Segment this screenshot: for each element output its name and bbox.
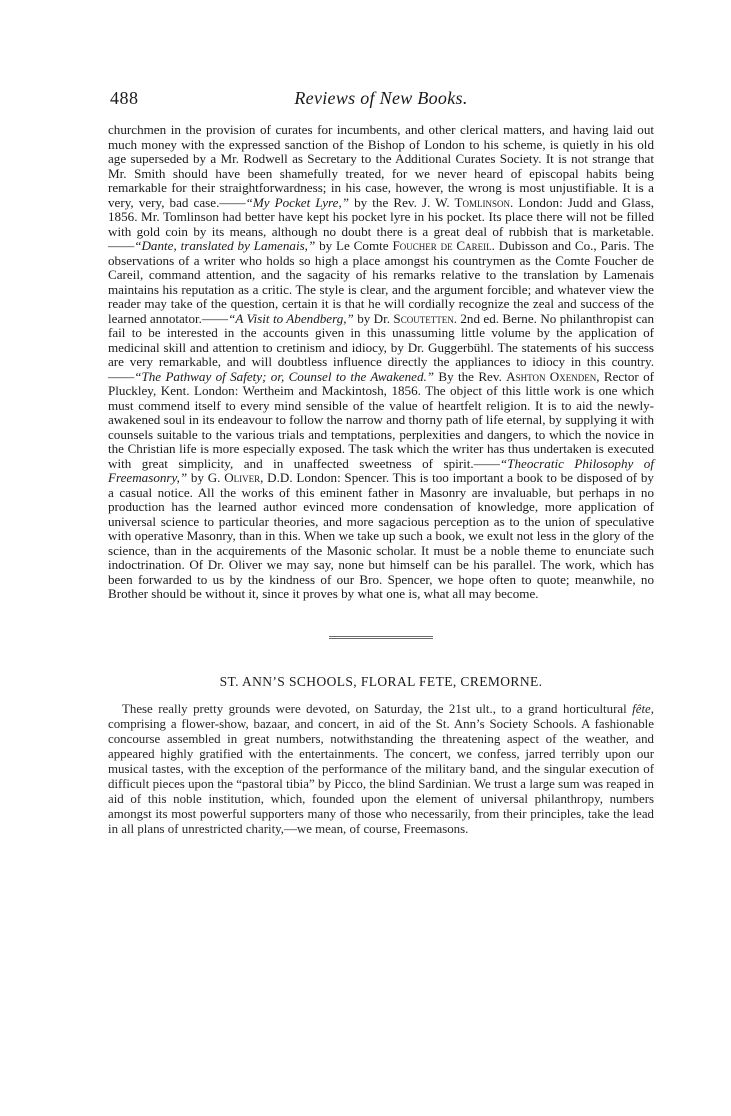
book-title: “A Visit to Abendberg,” [228, 310, 354, 326]
book-title: “My Pocket Lyre,” [245, 194, 350, 210]
review-text: . Dubisson and Co., Paris. The observations of a writer who holds so high a place amongst his countrymen as the Comte Foucher de Careil, command attention, and the sagacity of his remarks relative to the translation by Lamenais maintains his reputation as a critic. The style is clear, and the argument forcible; and whatever view the reader may take of the question, certain it is that he will cordially recognize the zeal and success of the learned annotator.—— [108, 238, 654, 326]
review-text: by G. [187, 470, 225, 485]
review-text: . 2nd ed. Berne. No philanthropist can fail to be interested in the accounts given in this unassuming little volume by the application of medicinal skill and attention to cretinism and idiocy, by Dr. Guggerbühl. The statements of his success are very remarkable, and will doubtless influence directly the appliances to idiocy in this country.—— [108, 310, 654, 384]
review-text: By the Rev. [434, 368, 507, 384]
book-author: Scoutetten [393, 310, 454, 326]
running-title: Reviews of New Books. [294, 88, 468, 108]
reviews-paragraph [108, 123, 654, 602]
fete-word: fête, [632, 701, 654, 716]
book-author: Ashton Oxenden [506, 368, 597, 384]
book-title: “Dante, translated by Lamenais,” [134, 238, 316, 253]
book-author: Foucher de Careil [392, 238, 492, 253]
book-page [108, 88, 654, 837]
review-text: by Dr. [353, 310, 394, 326]
book-title: “Theocratic Philosophy of Freemasonry,” [108, 455, 654, 485]
review-text: , D.D. London: Spencer. This is too important a book to be disposed of by a casual notice. All the works of this eminent father in Masonry are invaluable, but perhaps in no production has the learned author evinced more condensation of knowledge, more application of universal science to particular theories, and more sagacious perception as to the union of speculative with operative Masonry, than in this. When we take up such a book, we exult not less in the glory of the science, than in the acquirements of the Masonic scholar. It must be a noble theme to enunciate such indoctrination. Of Dr. Oliver we may say, none but himself can be his parallel. The work, which has been forwarded to us by the kindness of our Bro. Spencer, we hope often to quote; meanwhile, no Brother should be without it, since it proves by what one is, what all may become. [108, 470, 654, 601]
fete-text: comprising a flower-show, bazaar, and concert, in aid of the St. Ann’s Society Schools. A fashionable concourse assembled in great numbers, notwithstanding the threatening aspect of the weather, and appeared highly gratified with the entertainments. The concert, we confess, jarred terribly upon our musical tastes, with the exception of the performance of the military band, and the singular execution of difficult pieces upon the “pastoral tibia” by Picco, the blind Sardinian. We trust a large sum was reaped in aid of this noble institution, which, founded upon the element of universal philanthropy, numbers amongst its most powerful supporters many of those who necessarily, from their principles, take the lead in all plans of unrestricted charity,—we mean, of course, Freemasons. [108, 716, 654, 836]
section-divider [329, 636, 433, 639]
review-text: . London: Judd and Glass, 1856. Mr. Tomlinson had better have kept his pocket lyre in his pocket. Its place there will not be filled with gold coin by its means, although no doubt there is a great deal of rubbish that is marketable.—— [108, 194, 654, 253]
book-title: “The Pathway of Safety; or, Counsel to the Awakened.” [134, 368, 435, 384]
book-author: Oliver [224, 470, 261, 485]
running-head [108, 88, 654, 114]
review-text: churchmen in the provision of curates for incumbents, and other clerical matters, and having laid out much money with the expressed sanction of the Bishop of London to his scheme, is quietly in his old age superseded by a Mr. Rodwell as Secretary to the Additional Curates Society. It is not strange that Mr. Smith should have been shamefully treated, for we never heard of episcopal habits being remarkable for their straightforwardness; in his case, however, the wrong is most unjustifiable. It is a very, very, bad case.—— [108, 122, 654, 210]
section-heading: ST. ANN’S SCHOOLS, FLORAL FETE, CREMORNE. [219, 673, 543, 689]
fete-text: These really pretty grounds were devoted, on Saturday, the 21st ult., to a grand horticultural [122, 701, 633, 716]
review-text: by the Rev. [349, 194, 422, 210]
fete-paragraph [108, 702, 654, 837]
page-number: 488 [110, 88, 139, 108]
book-author: J. W. Tomlinson [421, 194, 510, 210]
review-text: by Le Comte [315, 238, 393, 253]
review-text: , Rector of Pluckley, Kent. London: Wertheim and Mackintosh, 1856. The object of this little work is one which must commend itself to every mind sensible of the value of heartfelt religion. It is to aid the newly-awakened soul in its endeavour to follow the narrow and thorny path of life eternal, by supplying it with counsels suitable to the various trials and temptations, perplexities and dangers, to which the novice in the Christian life is more especially exposed. The task which the writer has thus undertaken is executed with great simplicity, and in unaffected sweetness of spirit.—— [108, 368, 654, 471]
